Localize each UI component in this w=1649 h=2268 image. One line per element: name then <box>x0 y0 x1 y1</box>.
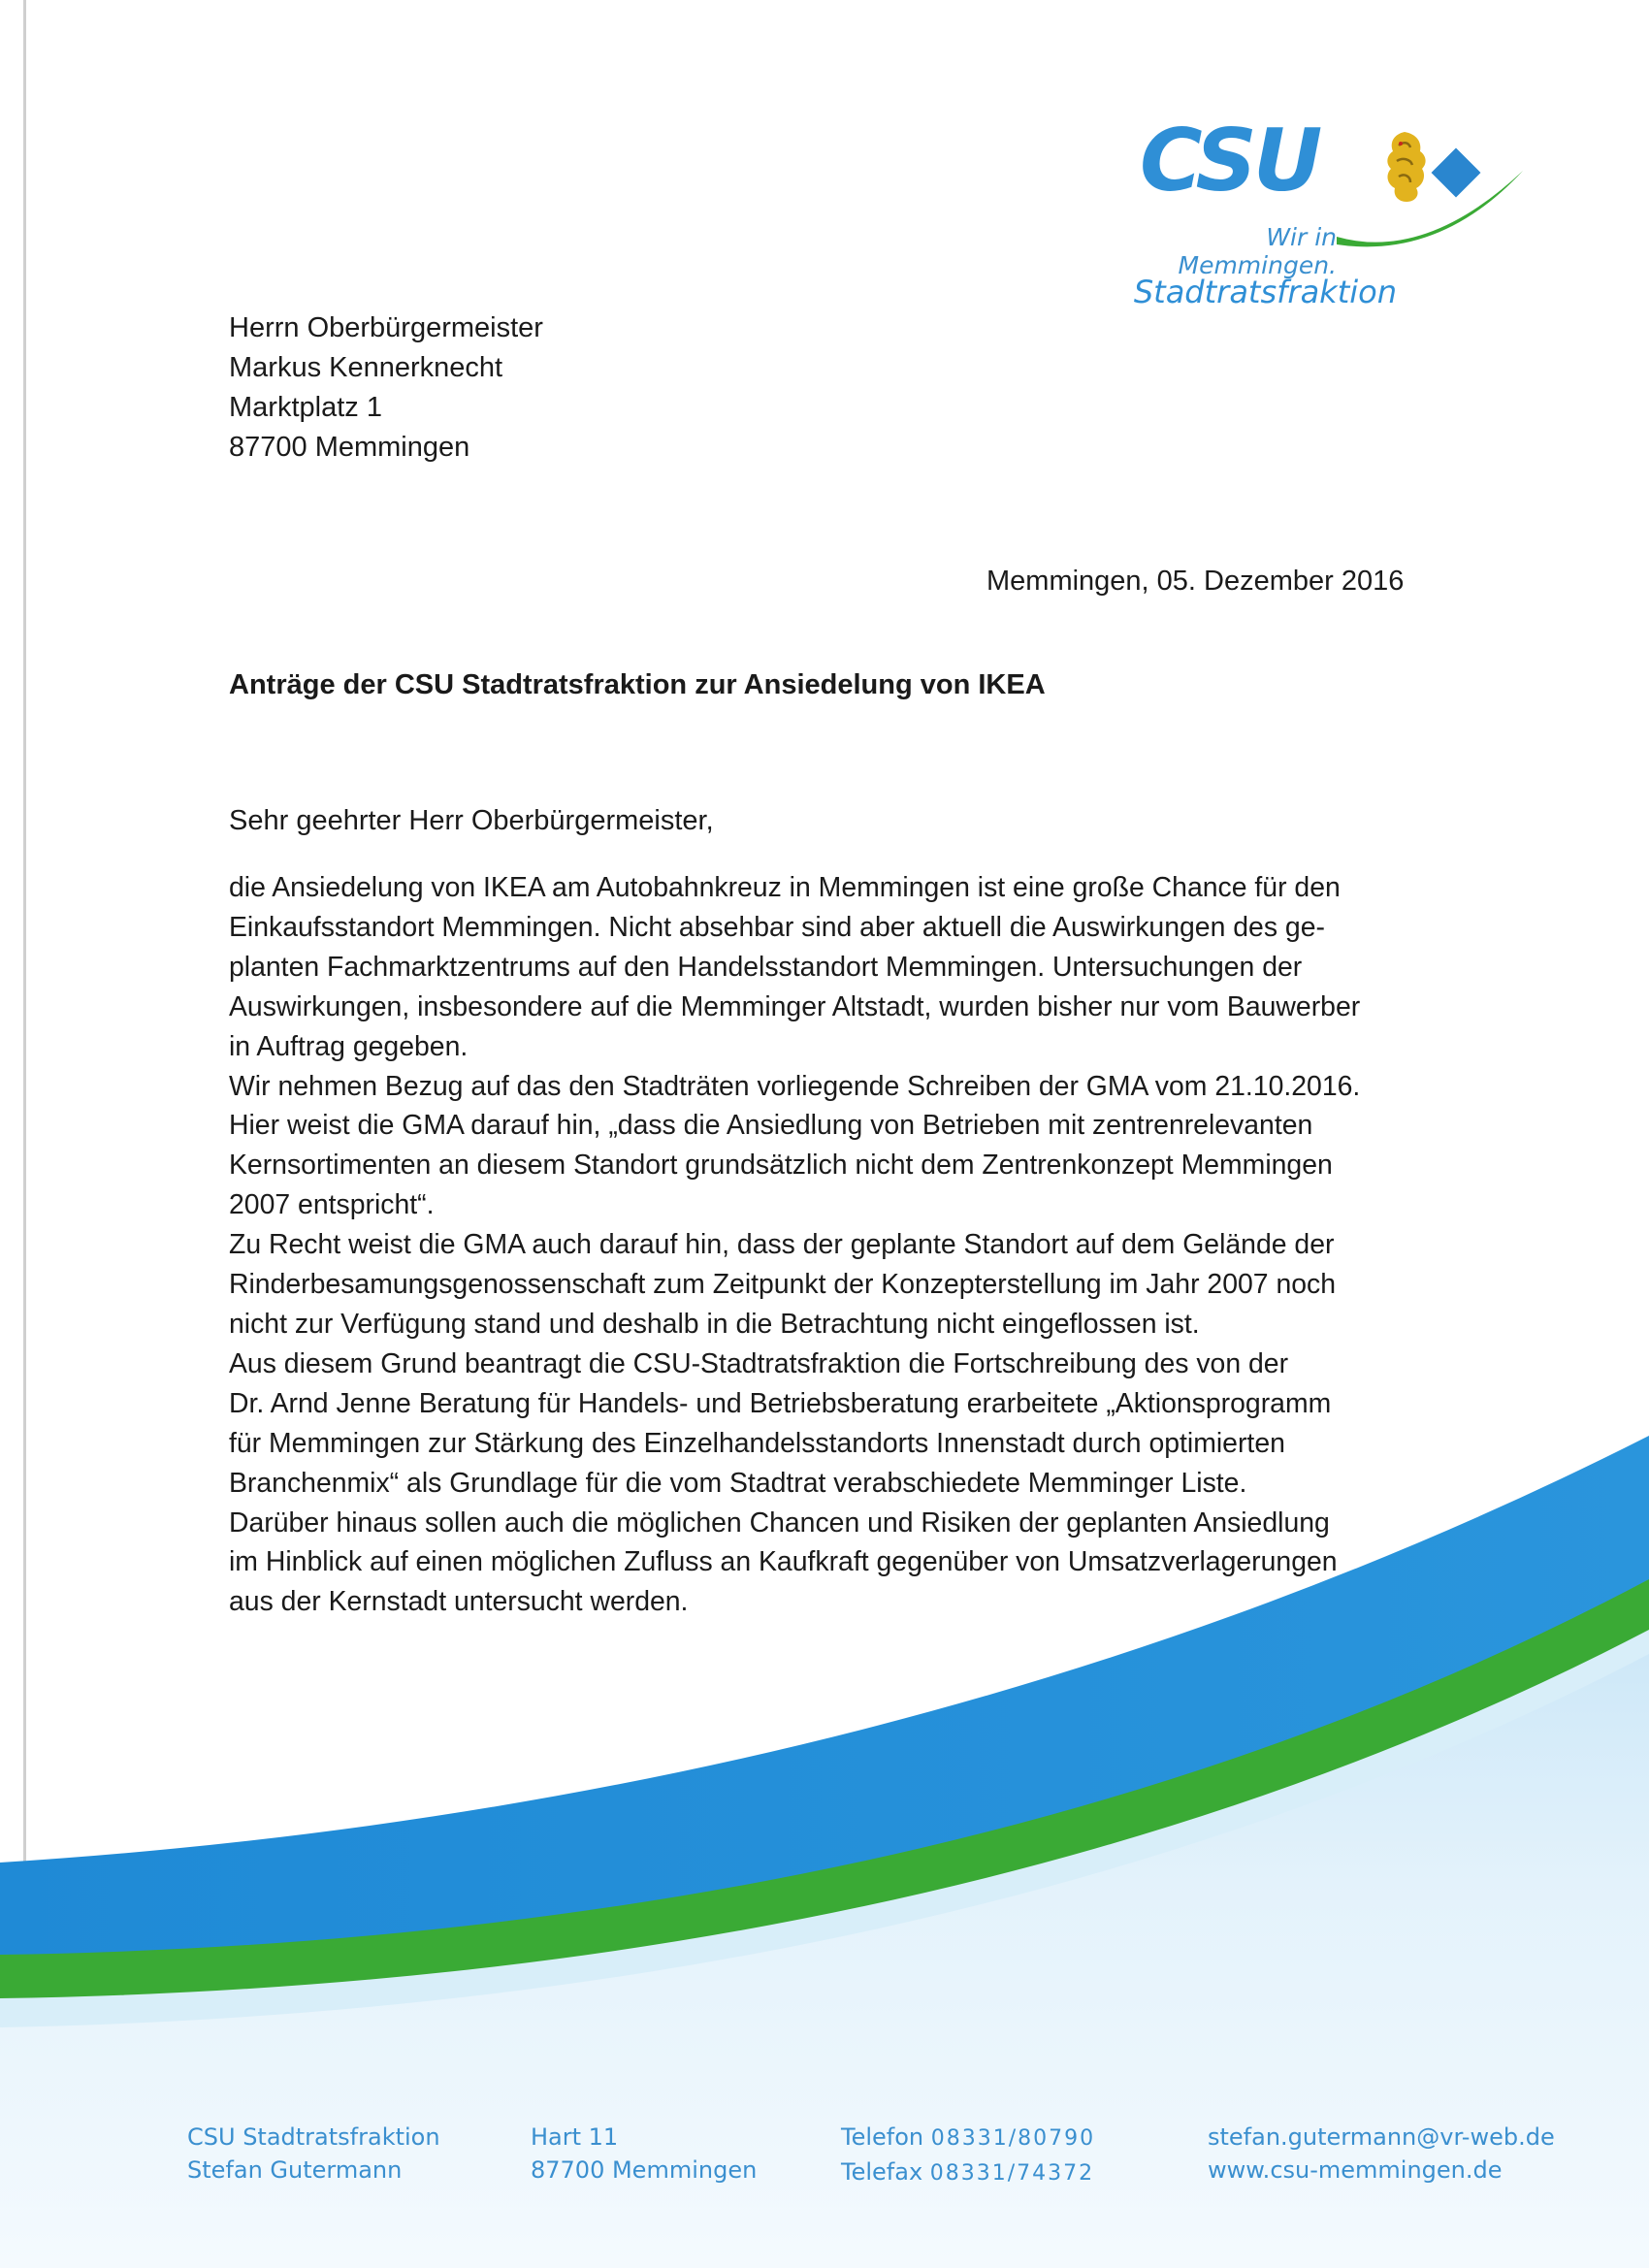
logo-tagline: Wir in Memmingen. <box>1178 223 1337 279</box>
body-line: 2007 entspricht“. <box>229 1189 435 1221</box>
website-link[interactable]: www.csu-memmingen.de <box>1208 2156 1503 2184</box>
salutation: Sehr geehrter Herr Oberbürgermeister, <box>229 805 714 836</box>
body-line: die Ansiedelung von IKEA am Autobahnkreuz in Memmingen ist eine große Chance für den <box>229 872 1341 903</box>
letter-footer <box>0 2121 1649 2198</box>
phone-number[interactable]: 08331/80790 <box>930 2126 1096 2151</box>
fax-label: Telefax <box>841 2158 923 2186</box>
email-link[interactable]: stefan.gutermann@vr-web.de <box>1208 2123 1555 2151</box>
body-line: Darüber hinaus sollen auch die möglichen Chancen und Risiken der geplanten Ansiedlung <box>229 1507 1330 1539</box>
recipient-line: Marktplatz 1 <box>229 392 382 423</box>
phone-label: Telefon <box>841 2123 924 2151</box>
letter-subject: Anträge der CSU Stadtratsfraktion zur Ansiedelung von IKEA <box>229 669 1046 700</box>
body-line: Zu Recht weist die GMA auch darauf hin, dass der geplante Standort auf dem Gelände der <box>229 1229 1335 1261</box>
footer-phone-row <box>841 2121 1095 2155</box>
footer-street: Hart 11 <box>531 2123 619 2151</box>
footer-city: 87700 Memmingen <box>531 2156 758 2184</box>
body-line: Wir nehmen Bezug auf das den Stadträten vorliegende Schreiben der GMA vom 21.10.2016. <box>229 1070 1361 1102</box>
body-line: Einkaufsstandort Memmingen. Nicht absehbar sind aber aktuell die Auswirkungen des ge- <box>229 911 1325 943</box>
body-line: planten Fachmarktzentrums auf den Handelsstandort Memmingen. Untersuchungen der <box>229 951 1303 983</box>
footer-address <box>531 2121 757 2187</box>
body-line: im Hinblick auf einen möglichen Zufluss an Kaufkraft gegenüber von Umsatzverlagerungen <box>229 1546 1338 1578</box>
body-line: Kernsortimenten an diesem Standort grundsätzlich nicht dem Zentrenkonzept Memmingen <box>229 1150 1333 1182</box>
recipient-address <box>229 308 543 468</box>
footer-person: Stefan Gutermann <box>187 2156 403 2184</box>
recipient-line: Markus Kennerknecht <box>229 352 503 383</box>
footer-contact <box>841 2121 1095 2190</box>
body-line: nicht zur Verfügung stand und deshalb in die Betrachtung nicht eingeflossen ist. <box>229 1308 1200 1340</box>
letter-date: Memmingen, 05. Dezember 2016 <box>986 566 1405 597</box>
body-line: Hier weist die GMA darauf hin, „dass die Ansiedlung von Betrieben mit zentrenrelevanten <box>229 1110 1313 1142</box>
body-line: aus der Kernstadt untersucht werden. <box>229 1586 689 1618</box>
body-line: Rinderbesamungsgenossenschaft zum Zeitpunkt der Konzepterstellung im Jahr 2007 noch <box>229 1269 1337 1301</box>
footer-online <box>1208 2121 1555 2187</box>
body-line: für Memmingen zur Stärkung des Einzelhandelsstandorts Innenstadt durch optimierten <box>229 1427 1285 1459</box>
csu-logo <box>1106 111 1552 330</box>
footer-org: CSU Stadtratsfraktion <box>187 2123 440 2151</box>
recipient-line: Herrn Oberbürgermeister <box>229 312 543 343</box>
body-line: Aus diesem Grund beantragt die CSU-Stadtratsfraktion die Fortschreibung des von der <box>229 1347 1289 1379</box>
logo-wordmark: CSU <box>1140 111 1319 211</box>
body-line: Auswirkungen, insbesondere auf die Memminger Altstadt, wurden bisher nur vom Bauwerber <box>229 990 1361 1022</box>
lion-crest-icon <box>1377 128 1432 206</box>
recipient-line: 87700 Memmingen <box>229 432 470 463</box>
footer-fax-row <box>841 2155 1095 2190</box>
body-line: Branchenmix“ als Grundlage für die vom Stadtrat verabschiedete Memminger Liste. <box>229 1467 1247 1499</box>
logo-subtitle: Stadtratsfraktion <box>1133 274 1397 310</box>
body-line: in Auftrag gegeben. <box>229 1030 469 1062</box>
body-line: Dr. Arnd Jenne Beratung für Handels- und Betriebsberatung erarbeitete „Aktionsprogramm <box>229 1387 1332 1419</box>
fax-number: 08331/74372 <box>929 2161 1095 2186</box>
footer-sender <box>187 2121 440 2187</box>
